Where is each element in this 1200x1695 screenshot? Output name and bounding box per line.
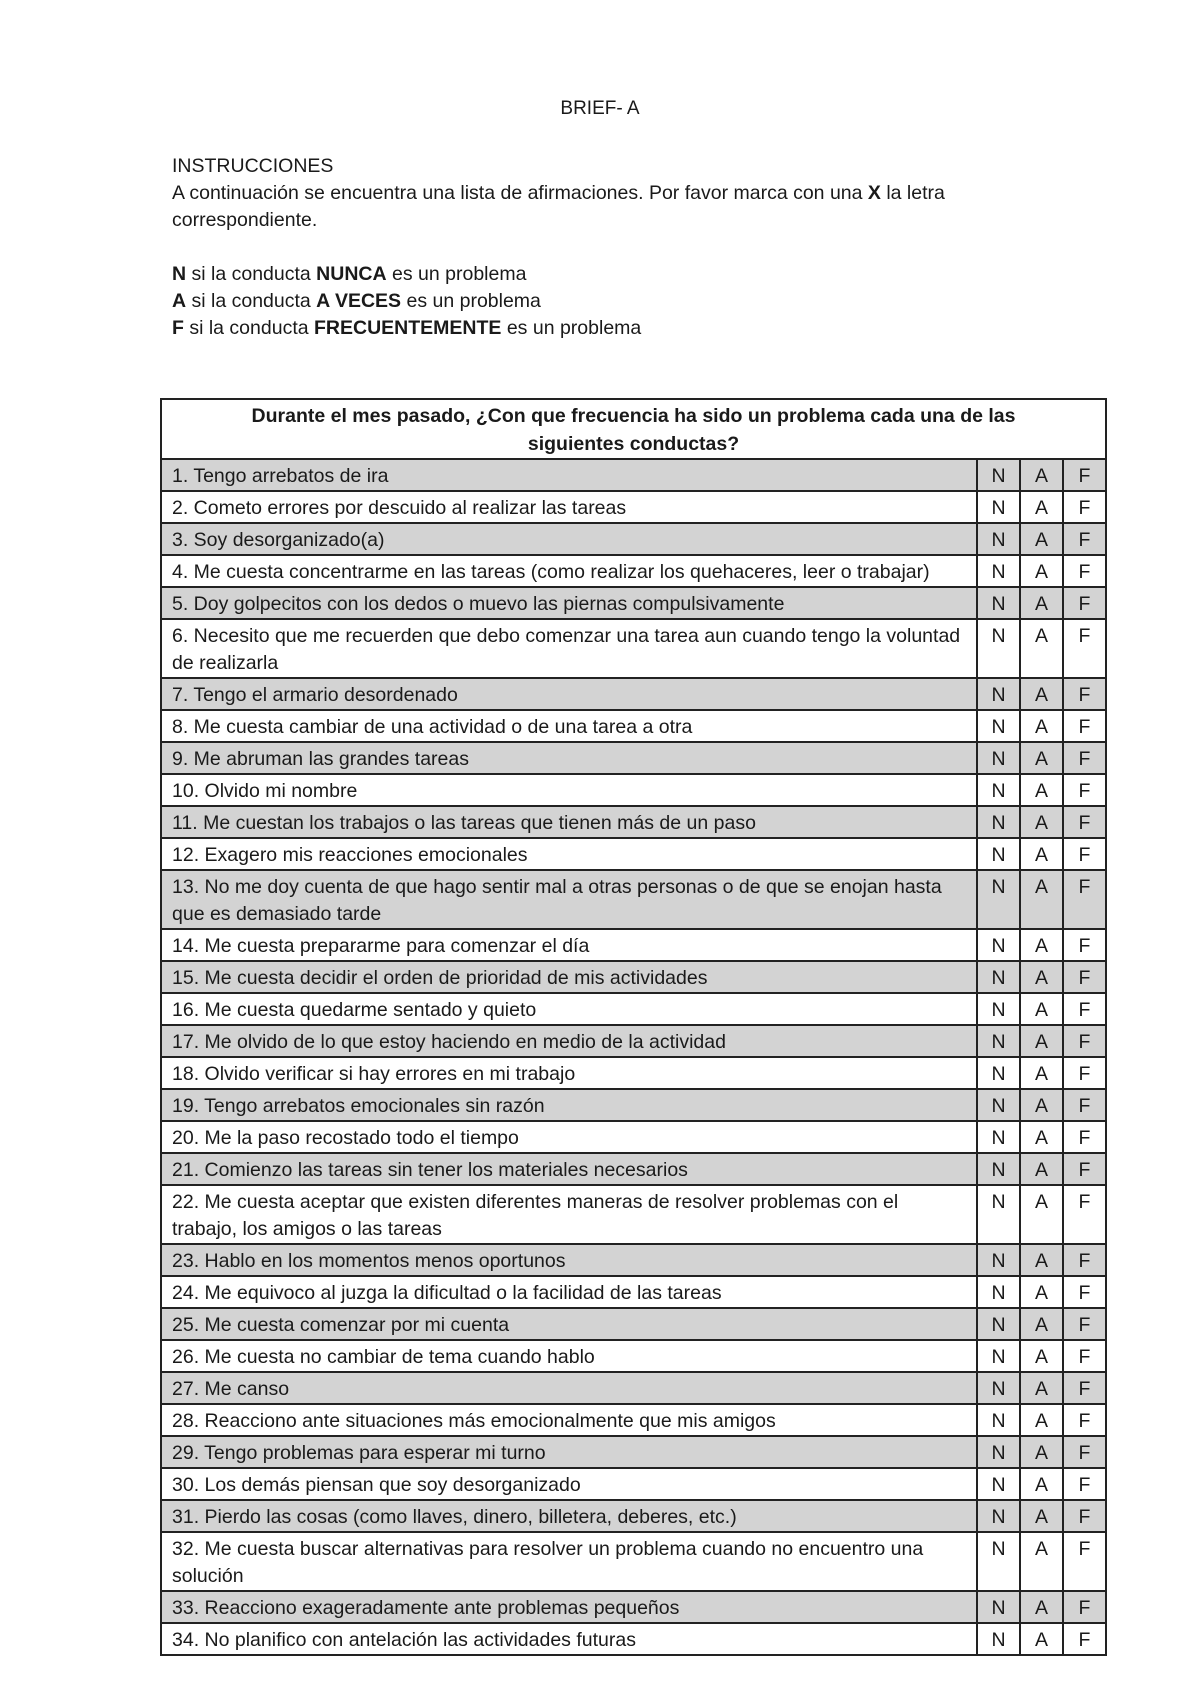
option-never[interactable]: N xyxy=(977,1089,1020,1121)
table-row xyxy=(161,1121,1106,1153)
table-row xyxy=(161,1153,1106,1185)
table-row xyxy=(161,555,1106,587)
option-sometimes[interactable]: A xyxy=(1020,1372,1063,1404)
option-never[interactable]: N xyxy=(977,1404,1020,1436)
item-text: 24. Me equivoco al juzga la dificultad o la facilidad de las tareas xyxy=(161,1276,977,1308)
option-never[interactable]: N xyxy=(977,1500,1020,1532)
item-text: 2. Cometo errores por descuido al realizar las tareas xyxy=(161,491,977,523)
item-text: 10. Olvido mi nombre xyxy=(161,774,977,806)
option-frequently[interactable]: F xyxy=(1063,1591,1106,1623)
table-row xyxy=(161,742,1106,774)
item-text: 25. Me cuesta comenzar por mi cuenta xyxy=(161,1308,977,1340)
option-sometimes[interactable]: A xyxy=(1020,1532,1063,1591)
option-frequently[interactable]: F xyxy=(1063,1436,1106,1468)
option-never[interactable]: N xyxy=(977,1532,1020,1591)
option-never[interactable]: N xyxy=(977,555,1020,587)
option-never[interactable]: N xyxy=(977,774,1020,806)
option-sometimes[interactable]: A xyxy=(1020,1089,1063,1121)
table-row xyxy=(161,1308,1106,1340)
option-frequently[interactable]: F xyxy=(1063,870,1106,929)
option-frequently[interactable]: F xyxy=(1063,961,1106,993)
table-row xyxy=(161,993,1106,1025)
item-text: 3. Soy desorganizado(a) xyxy=(161,523,977,555)
option-sometimes[interactable]: A xyxy=(1020,710,1063,742)
item-text: 18. Olvido verificar si hay errores en mi trabajo xyxy=(161,1057,977,1089)
option-sometimes[interactable]: A xyxy=(1020,870,1063,929)
option-frequently[interactable]: F xyxy=(1063,1025,1106,1057)
table-row xyxy=(161,1025,1106,1057)
option-frequently[interactable]: F xyxy=(1063,1121,1106,1153)
option-frequently[interactable]: F xyxy=(1063,678,1106,710)
option-sometimes[interactable]: A xyxy=(1020,1025,1063,1057)
option-sometimes[interactable]: A xyxy=(1020,993,1063,1025)
option-frequently[interactable]: F xyxy=(1063,774,1106,806)
item-text: 15. Me cuesta decidir el orden de prioridad de mis actividades xyxy=(161,961,977,993)
table-row xyxy=(161,1276,1106,1308)
option-never[interactable]: N xyxy=(977,1372,1020,1404)
item-text: 21. Comienzo las tareas sin tener los materiales necesarios xyxy=(161,1153,977,1185)
option-frequently[interactable]: F xyxy=(1063,1468,1106,1500)
table-row xyxy=(161,1468,1106,1500)
item-text: 31. Pierdo las cosas (como llaves, dinero, billetera, deberes, etc.) xyxy=(161,1500,977,1532)
table-row xyxy=(161,459,1106,491)
item-text: 29. Tengo problemas para esperar mi turno xyxy=(161,1436,977,1468)
option-never[interactable]: N xyxy=(977,870,1020,929)
item-text: 22. Me cuesta aceptar que existen diferentes maneras de resolver problemas con el trabajo, los amigos o las tareas xyxy=(161,1185,977,1244)
table-row xyxy=(161,1436,1106,1468)
option-never[interactable]: N xyxy=(977,1308,1020,1340)
option-sometimes[interactable]: A xyxy=(1020,1057,1063,1089)
option-never[interactable]: N xyxy=(977,619,1020,678)
option-sometimes[interactable]: A xyxy=(1020,1591,1063,1623)
table-row xyxy=(161,1185,1106,1244)
option-frequently[interactable]: F xyxy=(1063,619,1106,678)
item-text: 16. Me cuesta quedarme sentado y quieto xyxy=(161,993,977,1025)
option-frequently[interactable]: F xyxy=(1063,1500,1106,1532)
option-frequently[interactable]: F xyxy=(1063,929,1106,961)
table-row xyxy=(161,774,1106,806)
table-row xyxy=(161,1623,1106,1655)
option-never[interactable]: N xyxy=(977,1340,1020,1372)
option-sometimes[interactable]: A xyxy=(1020,491,1063,523)
option-sometimes[interactable]: A xyxy=(1020,929,1063,961)
questionnaire-table xyxy=(160,398,1107,1656)
option-frequently[interactable]: F xyxy=(1063,742,1106,774)
option-sometimes[interactable]: A xyxy=(1020,1244,1063,1276)
option-sometimes[interactable]: A xyxy=(1020,1468,1063,1500)
item-text: 9. Me abruman las grandes tareas xyxy=(161,742,977,774)
option-sometimes[interactable]: A xyxy=(1020,1276,1063,1308)
item-text: 14. Me cuesta prepararme para comenzar el día xyxy=(161,929,977,961)
option-sometimes[interactable]: A xyxy=(1020,587,1063,619)
table-row xyxy=(161,1500,1106,1532)
table-row xyxy=(161,710,1106,742)
legend-frequently: F si la conducta FRECUENTEMENTE es un problema xyxy=(172,317,642,339)
option-frequently[interactable]: F xyxy=(1063,1308,1106,1340)
option-never[interactable]: N xyxy=(977,1244,1020,1276)
table-row xyxy=(161,678,1106,710)
option-sometimes[interactable]: A xyxy=(1020,806,1063,838)
item-text: 5. Doy golpecitos con los dedos o muevo las piernas compulsivamente xyxy=(161,587,977,619)
option-never[interactable]: N xyxy=(977,993,1020,1025)
item-text: 19. Tengo arrebatos emocionales sin razón xyxy=(161,1089,977,1121)
item-text: 27. Me canso xyxy=(161,1372,977,1404)
option-sometimes[interactable]: A xyxy=(1020,1153,1063,1185)
option-frequently[interactable]: F xyxy=(1063,491,1106,523)
option-sometimes[interactable]: A xyxy=(1020,1185,1063,1244)
option-frequently[interactable]: F xyxy=(1063,806,1106,838)
table-row xyxy=(161,619,1106,678)
option-never[interactable]: N xyxy=(977,806,1020,838)
item-text: 17. Me olvido de lo que estoy haciendo en medio de la actividad xyxy=(161,1025,977,1057)
option-sometimes[interactable]: A xyxy=(1020,459,1063,491)
document-title: BRIEF- A xyxy=(560,98,640,119)
option-frequently[interactable]: F xyxy=(1063,1276,1106,1308)
option-never[interactable]: N xyxy=(977,1057,1020,1089)
option-sometimes[interactable]: A xyxy=(1020,619,1063,678)
option-frequently[interactable]: F xyxy=(1063,1623,1106,1655)
option-never[interactable]: N xyxy=(977,1121,1020,1153)
table-row xyxy=(161,1372,1106,1404)
table-row xyxy=(161,870,1106,929)
table-row xyxy=(161,1089,1106,1121)
option-sometimes[interactable]: A xyxy=(1020,1340,1063,1372)
item-text: 30. Los demás piensan que soy desorganizado xyxy=(161,1468,977,1500)
option-never[interactable]: N xyxy=(977,838,1020,870)
option-never[interactable]: N xyxy=(977,678,1020,710)
table-row xyxy=(161,1532,1106,1591)
option-never[interactable]: N xyxy=(977,1468,1020,1500)
option-never[interactable]: N xyxy=(977,1025,1020,1057)
instructions-text: A continuación se encuentra una lista de afirmaciones. Por favor marca con una X la letra correspondiente. xyxy=(172,182,945,231)
option-frequently[interactable]: F xyxy=(1063,1185,1106,1244)
table-row xyxy=(161,806,1106,838)
option-frequently[interactable]: F xyxy=(1063,523,1106,555)
option-sometimes[interactable]: A xyxy=(1020,1500,1063,1532)
option-sometimes[interactable]: A xyxy=(1020,678,1063,710)
item-text: 11. Me cuestan los trabajos o las tareas que tienen más de un paso xyxy=(161,806,977,838)
item-text: 26. Me cuesta no cambiar de tema cuando hablo xyxy=(161,1340,977,1372)
option-sometimes[interactable]: A xyxy=(1020,838,1063,870)
option-sometimes[interactable]: A xyxy=(1020,1404,1063,1436)
table-row xyxy=(161,587,1106,619)
item-text: 1. Tengo arrebatos de ira xyxy=(161,459,977,491)
item-text: 13. No me doy cuenta de que hago sentir mal a otras personas o de que se enojan hasta que es demasiado tarde xyxy=(161,870,977,929)
table-row xyxy=(161,1591,1106,1623)
table-row xyxy=(161,1057,1106,1089)
item-text: 7. Tengo el armario desordenado xyxy=(161,678,977,710)
instructions-heading: INSTRUCCIONES xyxy=(172,155,334,177)
table-row xyxy=(161,523,1106,555)
item-text: 4. Me cuesta concentrarme en las tareas (como realizar los quehaceres, leer o trabajar) xyxy=(161,555,977,587)
table-row xyxy=(161,1340,1106,1372)
table-header-row xyxy=(161,399,1106,459)
option-never[interactable]: N xyxy=(977,961,1020,993)
item-text: 34. No planifico con antelación las actividades futuras xyxy=(161,1623,977,1655)
option-sometimes[interactable]: A xyxy=(1020,774,1063,806)
table-row xyxy=(161,1244,1106,1276)
option-frequently[interactable]: F xyxy=(1063,1340,1106,1372)
option-frequently[interactable]: F xyxy=(1063,838,1106,870)
option-frequently[interactable]: F xyxy=(1063,1153,1106,1185)
option-frequently[interactable]: F xyxy=(1063,993,1106,1025)
item-text: 12. Exagero mis reacciones emocionales xyxy=(161,838,977,870)
item-text: 33. Reacciono exageradamente ante problemas pequeños xyxy=(161,1591,977,1623)
option-frequently[interactable]: F xyxy=(1063,1244,1106,1276)
table-row xyxy=(161,838,1106,870)
option-never[interactable]: N xyxy=(977,1185,1020,1244)
option-never[interactable]: N xyxy=(977,1276,1020,1308)
table-row xyxy=(161,1404,1106,1436)
option-frequently[interactable]: F xyxy=(1063,459,1106,491)
option-sometimes[interactable]: A xyxy=(1020,1308,1063,1340)
option-never[interactable]: N xyxy=(977,742,1020,774)
option-sometimes[interactable]: A xyxy=(1020,1623,1063,1655)
legend-never: N si la conducta NUNCA es un problema xyxy=(172,263,527,285)
option-never[interactable]: N xyxy=(977,459,1020,491)
option-never[interactable]: N xyxy=(977,523,1020,555)
table-row xyxy=(161,929,1106,961)
option-sometimes[interactable]: A xyxy=(1020,961,1063,993)
item-text: 32. Me cuesta buscar alternativas para resolver un problema cuando no encuentro una solución xyxy=(161,1532,977,1591)
option-never[interactable]: N xyxy=(977,491,1020,523)
option-never[interactable]: N xyxy=(977,1436,1020,1468)
item-text: 23. Hablo en los momentos menos oportunos xyxy=(161,1244,977,1276)
questionnaire-items xyxy=(161,459,1106,1655)
option-frequently[interactable]: F xyxy=(1063,1404,1106,1436)
option-frequently[interactable]: F xyxy=(1063,587,1106,619)
table-row xyxy=(161,491,1106,523)
option-frequently[interactable]: F xyxy=(1063,710,1106,742)
instructions-block xyxy=(172,153,1032,342)
option-never[interactable]: N xyxy=(977,710,1020,742)
option-frequently[interactable]: F xyxy=(1063,1532,1106,1591)
option-frequently[interactable]: F xyxy=(1063,1089,1106,1121)
item-text: 20. Me la paso recostado todo el tiempo xyxy=(161,1121,977,1153)
item-text: 8. Me cuesta cambiar de una actividad o de una tarea a otra xyxy=(161,710,977,742)
option-never[interactable]: N xyxy=(977,1591,1020,1623)
option-sometimes[interactable]: A xyxy=(1020,1436,1063,1468)
option-sometimes[interactable]: A xyxy=(1020,1121,1063,1153)
option-never[interactable]: N xyxy=(977,587,1020,619)
item-text: 6. Necesito que me recuerden que debo comenzar una tarea aun cuando tengo la voluntad de realizarla xyxy=(161,619,977,678)
option-frequently[interactable]: F xyxy=(1063,555,1106,587)
option-never[interactable]: N xyxy=(977,929,1020,961)
option-frequently[interactable]: F xyxy=(1063,1057,1106,1089)
option-sometimes[interactable]: A xyxy=(1020,523,1063,555)
option-sometimes[interactable]: A xyxy=(1020,555,1063,587)
table-row xyxy=(161,961,1106,993)
option-never[interactable]: N xyxy=(977,1153,1020,1185)
option-never[interactable]: N xyxy=(977,1623,1020,1655)
item-text: 28. Reacciono ante situaciones más emocionalmente que mis amigos xyxy=(161,1404,977,1436)
option-sometimes[interactable]: A xyxy=(1020,742,1063,774)
table-header: Durante el mes pasado, ¿Con que frecuencia ha sido un problema cada una de las siguientes conductas? xyxy=(161,399,1106,459)
option-frequently[interactable]: F xyxy=(1063,1372,1106,1404)
legend-sometimes: A si la conducta A VECES es un problema xyxy=(172,290,541,312)
